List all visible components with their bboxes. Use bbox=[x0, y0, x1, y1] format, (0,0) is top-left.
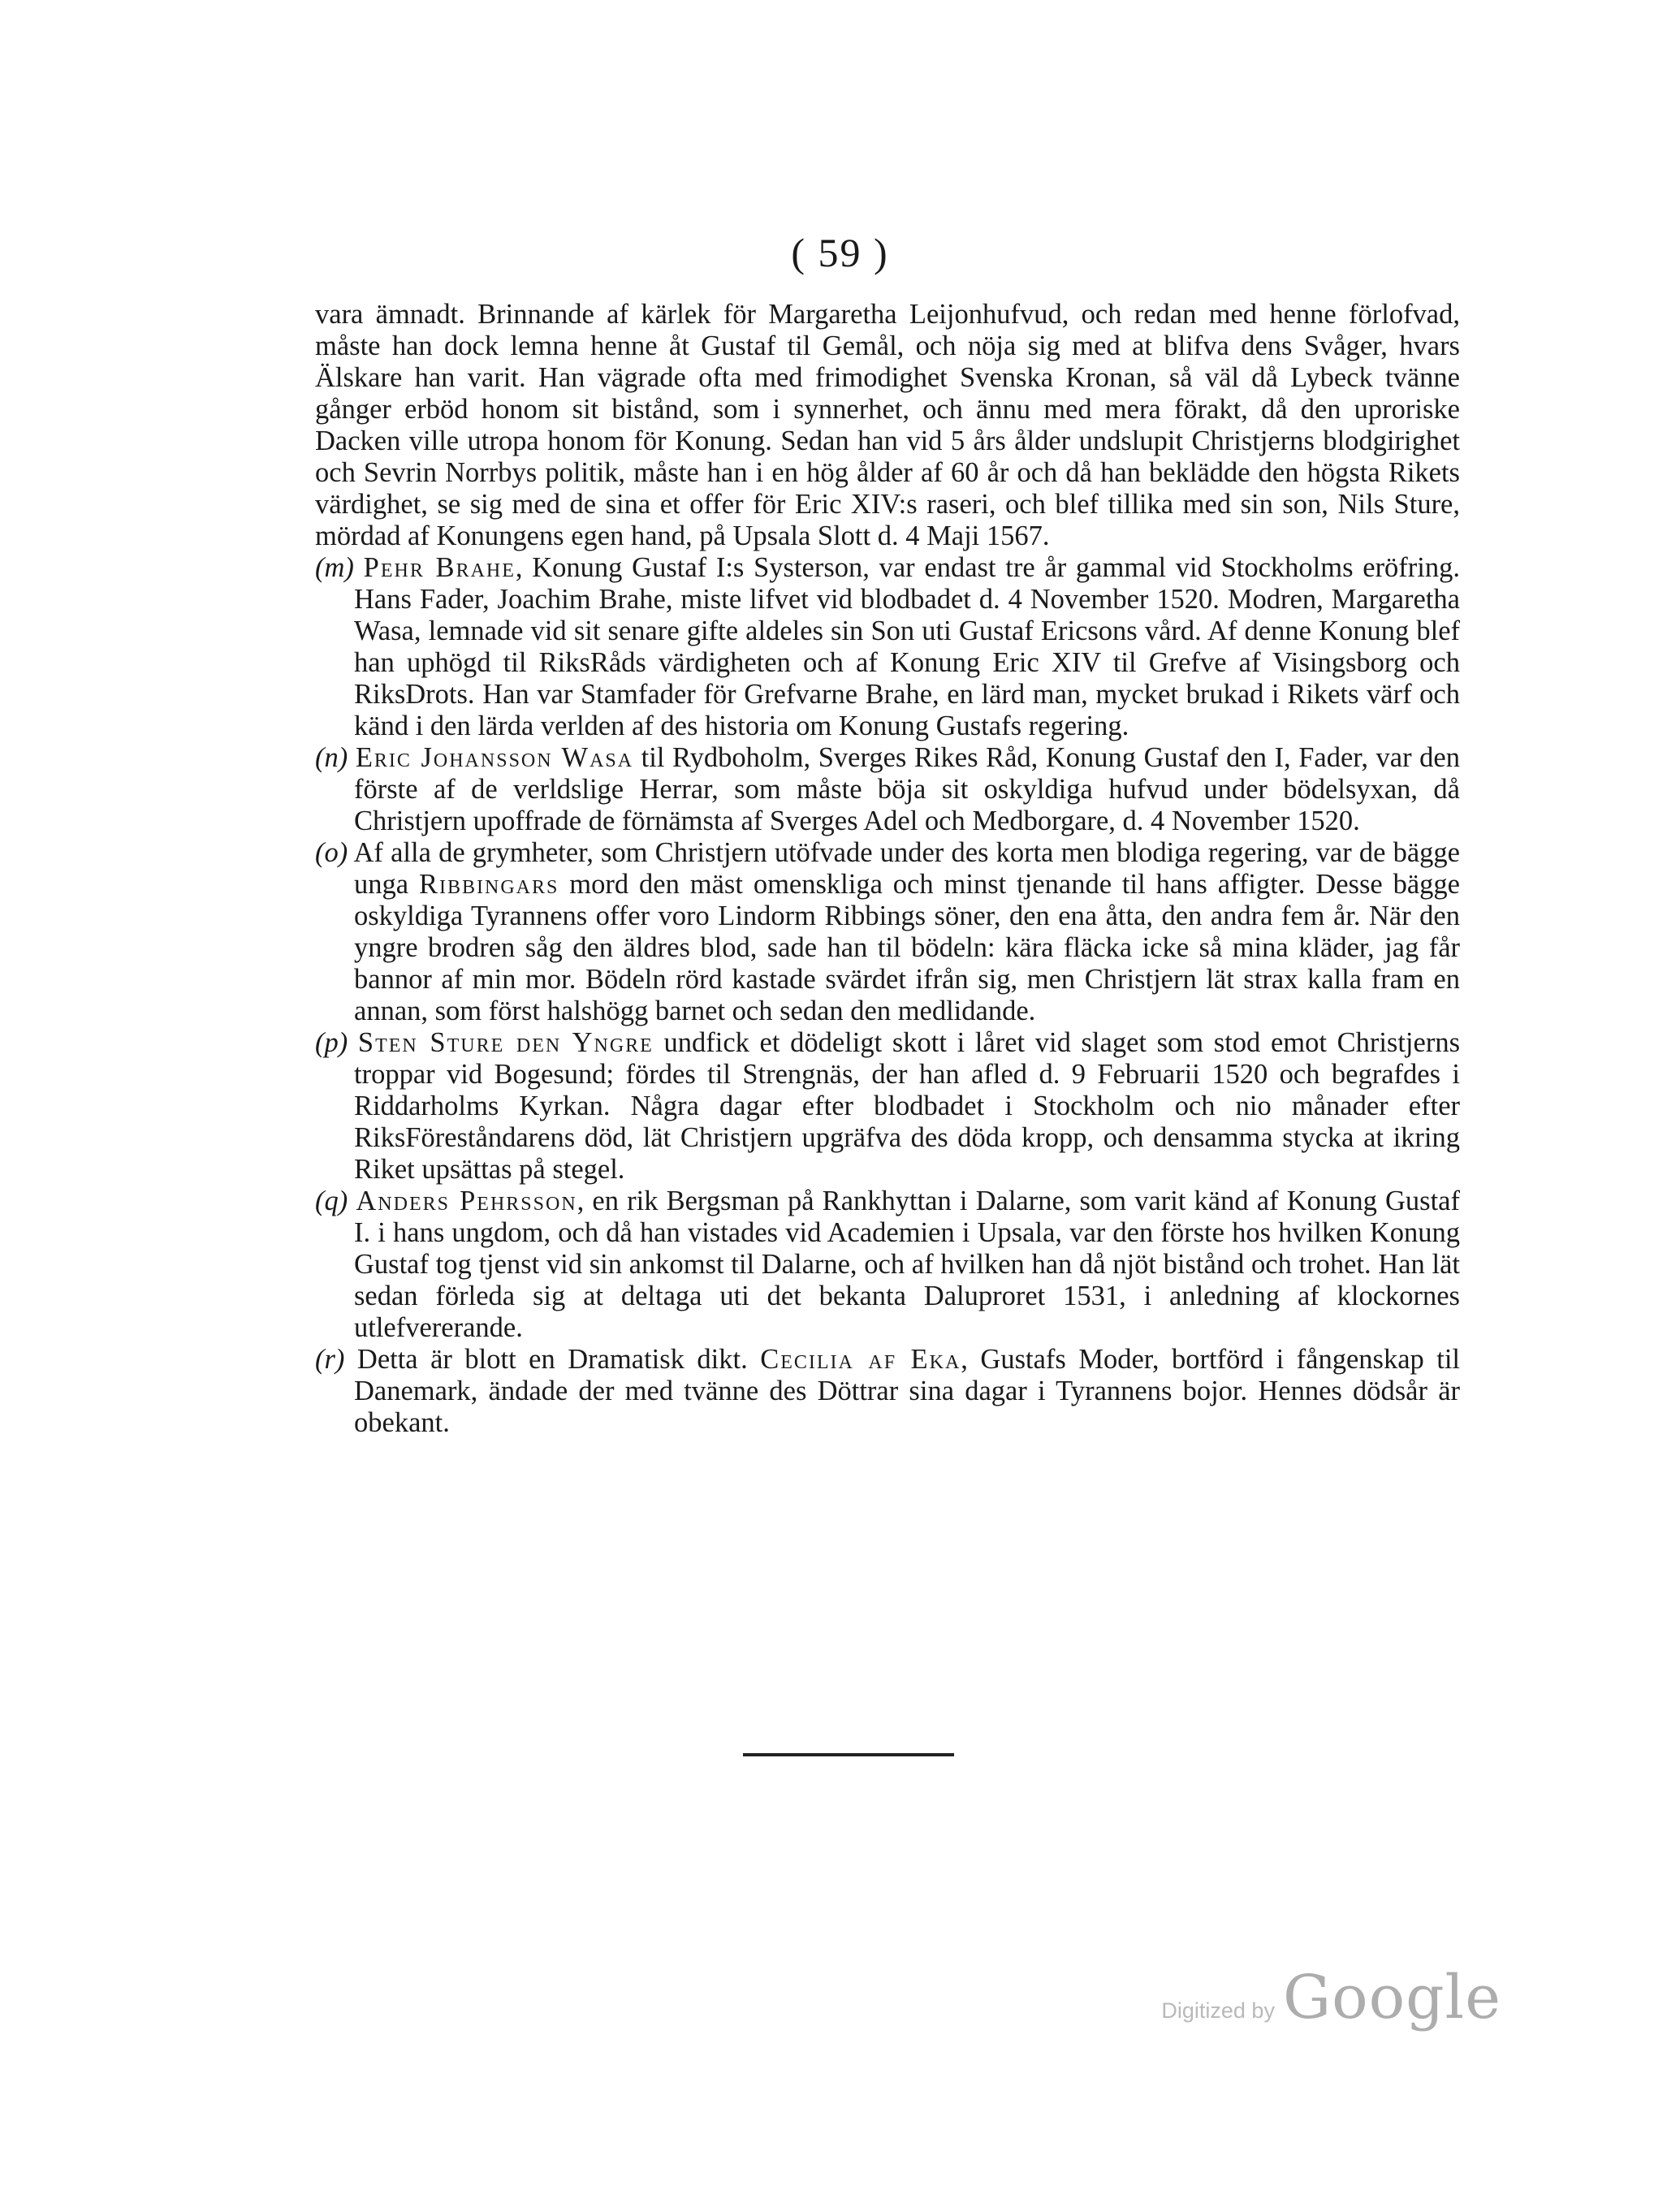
footnote-text: undfick et dödeligt skott i låret vid slaget som stod emot Christjerns troppar vid Bogesund; fördes til Strengnäs, der han afled d. 9 Februarii 1520 och begrafdes i Riddarholms Kyrkan. Några dagar efter blodbadet i Stockholm och nio månader efter RiksFöreståndarens död, lät Christjern upgräfva des döda kropp, och densamma stycka at ikring Riket upsättas på stegel. bbox=[354, 1027, 1460, 1185]
footnote-text: , en rik Bergsman på Rankhyttan i Dalarne, som varit känd af Konung Gustaf I. i hans ungdom, och då han vistades vid Academien i Upsala, var den förste hos hvilken Konung Gustaf tog tjenst vid sin ankomst til Dalarne, och af hvilken han då njöt bistånd och trohet. Han lät sedan förleda sig at deltaga uti det bekanta Daluproret 1531, i anledning af klockornes utlefvererande. bbox=[354, 1186, 1460, 1343]
footnote-name: Sten Sture den Yngre bbox=[357, 1027, 654, 1058]
footnote-name: Pehr Brahe bbox=[363, 552, 516, 583]
footnote-text-lead: Detta är blott en Dramatisk dikt. bbox=[356, 1344, 761, 1375]
footnote-n bbox=[315, 742, 1460, 837]
footnote-text: mord den mäst omenskliga och minst tjenande til hans affigter. Desse bägge oskyldiga Tyrannens offer voro Lindorm Ribbings söner, den ena åtta, den andra fem år. När den yngre brodren såg den äldres blod, sade han til bödeln: kära fläcka icke så mina kläder, jag får bannor af min mor. Bödeln rörd kastade svärdet ifrån sig, men Christjern lät strax kalla fram en annan, som först halshögg barnet och sedan den medlidande. bbox=[354, 869, 1460, 1026]
footnote-text: , Konung Gustaf I:s Systerson, var endast tre år gammal vid Stockholms eröfring. Hans Fader, Joachim Brahe, miste lifvet vid blodbadet d. 4 November 1520. Modren, Margaretha Wasa, lemnade vid sit senare gifte aldeles sin Son uti Gustaf Ericsons vård. Af denne Konung blef han uphögd til RiksRåds värdigheten och af Konung Eric XIV til Grefve af Visingsborg och RiksDrots. Han var Stamfader för Grefvarne Brahe, en lärd man, mycket brukad i Rikets värf och känd i den lärda verlden af des historia om Konung Gustafs regering. bbox=[354, 552, 1460, 741]
footnote-m bbox=[315, 552, 1460, 742]
google-logo: Google bbox=[1282, 1963, 1501, 2032]
footnote-text: , Gustafs Moder, bortförd i fångenskap til Danemark, ändade der med tvänne des Döttrar sina dagar i Tyrannens bojor. Hennes dödsår är obekant. bbox=[354, 1344, 1461, 1438]
continued-paragraph: vara ämnadt. Brinnande af kärlek för Margaretha Leijonhufvud, och redan med henne förlofvad, måste han dock lemna henne åt Gustaf til Gemål, och nöja sig med at blifva dens Svåger, hvars Älskare han varit. Han vägrade ofta med frimodighet Svenska Kronan, så väl då Lybeck tvänne gånger erböd honom sit bistånd, som i synnerhet, och ännu med mera förakt, då den uproriske Dacken ville utropa honom för Konung. Sedan han vid 5 års ålder undslupit Christjerns blodgirighet och Sevrin Norrbys politik, måste han i en hög ålder af 60 år och då han beklädde den högsta Rikets värdighet, se sig med de sina et offer för Eric XIV:s raseri, och blef tillika med sin son, Nils Sture, mördad af Konungens egen hand, på Upsala Slott d. 4 Maji 1567. bbox=[315, 299, 1460, 551]
footnote-marker: (q) bbox=[315, 1186, 348, 1216]
footnote-name: Anders Pehrsson bbox=[356, 1186, 577, 1216]
footnote-marker: (p) bbox=[315, 1027, 348, 1058]
footnote-marker: (m) bbox=[315, 552, 354, 583]
footnote-marker: (r) bbox=[315, 1344, 345, 1375]
end-rule bbox=[743, 1753, 954, 1756]
footnote-text-lead: Af alla de grymheter, som Christjern utöfvade under des korta men blodiga regering, var de bägge unga bbox=[353, 837, 1460, 900]
footnote-o bbox=[315, 837, 1460, 1027]
footnote-name: Eric Johansson Wasa bbox=[355, 742, 634, 773]
footnote-marker: (n) bbox=[315, 742, 348, 773]
body-text bbox=[315, 299, 1460, 1439]
footnote-q bbox=[315, 1186, 1460, 1344]
footnote-p bbox=[315, 1027, 1460, 1186]
footnote-name: Ribbingars bbox=[418, 869, 559, 900]
footnote-r bbox=[315, 1344, 1460, 1439]
watermark-prefix: Digitized by bbox=[1161, 1998, 1275, 2023]
footnote-text: til Rydboholm, Sverges Rikes Råd, Konung Gustaf den I, Fader, var den förste af de verldslige Herrar, som måste böja sit oskyldiga hufvud under bödelsyxan, då Christjern upoffrade de förnämsta af Sverges Adel och Medborgare, d. 4 November 1520. bbox=[354, 742, 1460, 836]
footnote-marker: (o) bbox=[315, 837, 348, 868]
digitized-watermark bbox=[1161, 1963, 1501, 2032]
page-number: ( 59 ) bbox=[791, 230, 889, 275]
footnote-name: Cecilia af Eka bbox=[760, 1344, 961, 1375]
